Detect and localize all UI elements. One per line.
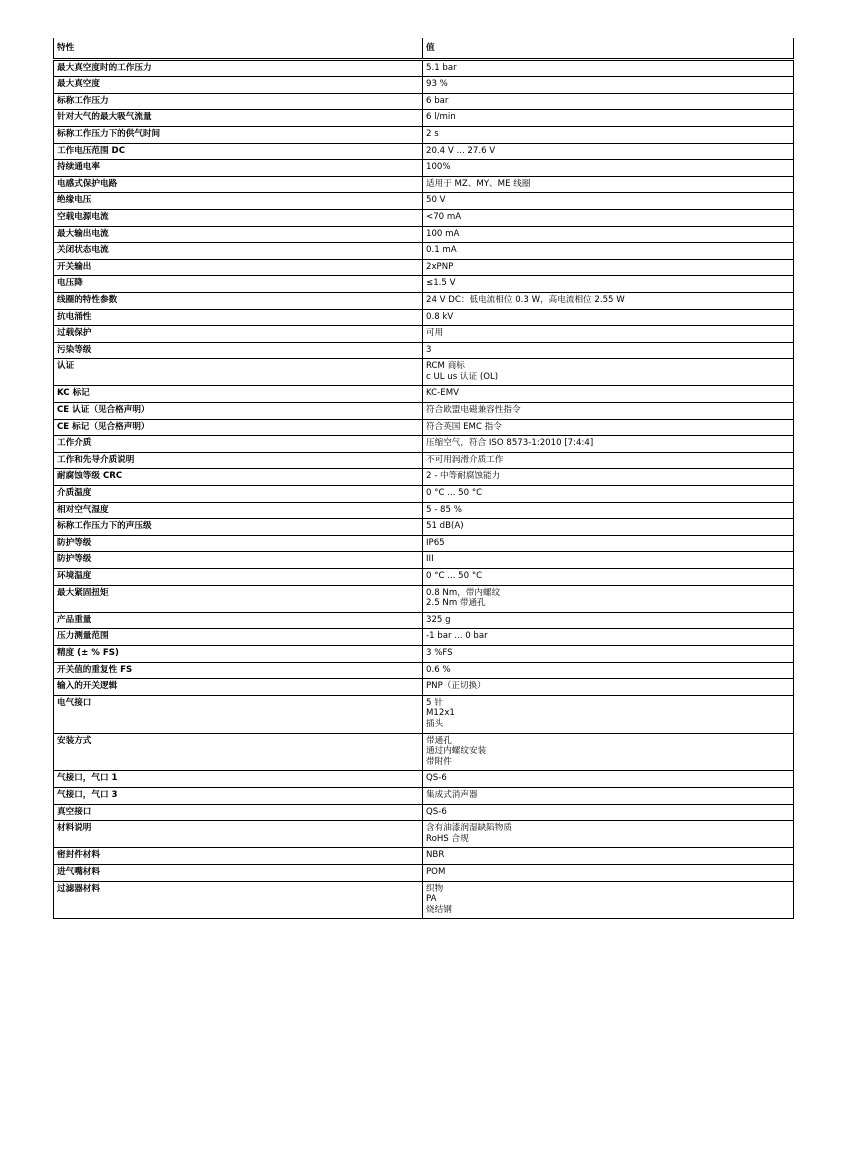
value-cell: 0.1 mA [423,243,794,260]
table-row [54,342,794,359]
value-cell: KC-EMV [423,386,794,403]
property-cell: 相对空气湿度 [54,502,423,519]
table-row [54,629,794,646]
property-cell: 认证 [54,359,423,386]
value-cell: 符合欧盟电磁兼容性指令 [423,403,794,420]
table-row [54,771,794,788]
spec-sheet [53,38,793,919]
value-cell: RCM 商标 c UL us 认证 (OL) [423,359,794,386]
value-cell: 含有油漆润湿缺陷物质 RoHS 合规 [423,821,794,848]
value-cell: 带通孔 通过内螺纹安装 带附件 [423,733,794,771]
property-cell: 标称工作压力 [54,93,423,110]
table-row [54,585,794,612]
value-cell: <70 mA [423,209,794,226]
property-cell: 关闭状态电流 [54,243,423,260]
table-row [54,695,794,733]
table-row [54,226,794,243]
table-row [54,612,794,629]
value-cell: 2 s [423,126,794,143]
value-cell: POM [423,864,794,881]
value-cell: 2 - 中等耐腐蚀能力 [423,469,794,486]
property-cell: 抗电涌性 [54,309,423,326]
value-cell: 6 l/min [423,110,794,127]
table-row [54,176,794,193]
table-row [54,276,794,293]
property-cell: 过滤器材料 [54,881,423,919]
table-body [54,59,794,919]
table-row [54,77,794,94]
property-cell: 开关输出 [54,259,423,276]
value-cell: 24 V DC：低电流相位 0.3 W，高电流相位 2.55 W [423,292,794,309]
table-row [54,243,794,260]
table-row [54,419,794,436]
value-cell: 符合英国 EMC 指令 [423,419,794,436]
property-cell: 材料说明 [54,821,423,848]
property-cell: 防护等级 [54,535,423,552]
property-cell: 开关值的重复性 FS [54,662,423,679]
property-cell: 标称工作压力下的声压级 [54,519,423,536]
value-cell: NBR [423,848,794,865]
property-cell: 绝缘电压 [54,193,423,210]
property-cell: 持续通电率 [54,160,423,177]
value-cell: 不可用润滑介质工作 [423,452,794,469]
table-row [54,160,794,177]
value-cell: 6 bar [423,93,794,110]
table-row [54,535,794,552]
header-value: 值 [423,38,794,59]
property-cell: 进气嘴材料 [54,864,423,881]
table-row [54,848,794,865]
table-row [54,821,794,848]
value-cell: 5 - 85 % [423,502,794,519]
property-cell: 工作介质 [54,436,423,453]
property-cell: 标称工作压力下的供气时间 [54,126,423,143]
table-row [54,452,794,469]
property-cell: 真空接口 [54,804,423,821]
value-cell: 2xPNP [423,259,794,276]
value-cell: IP65 [423,535,794,552]
table-row [54,864,794,881]
property-cell: 空载电源电流 [54,209,423,226]
table-row [54,502,794,519]
value-cell: 5.1 bar [423,59,794,77]
value-cell: 0.8 Nm，带内螺纹 2.5 Nm 带通孔 [423,585,794,612]
table-row [54,259,794,276]
property-cell: CE 认证（见合格声明） [54,403,423,420]
property-cell: 电感式保护电路 [54,176,423,193]
table-row [54,359,794,386]
table-row [54,569,794,586]
value-cell: 压缩空气，符合 ISO 8573-1:2010 [7:4:4] [423,436,794,453]
property-cell: 线圈的特性参数 [54,292,423,309]
value-cell: 适用于 MZ、MY、ME 线圈 [423,176,794,193]
property-cell: 过载保护 [54,326,423,343]
table-row [54,645,794,662]
value-cell: QS-6 [423,804,794,821]
value-cell: 0 °C ... 50 °C [423,486,794,503]
property-cell: 输入的开关逻辑 [54,679,423,696]
value-cell: 织物 PA 烧结钢 [423,881,794,919]
table-row [54,881,794,919]
table-row [54,110,794,127]
value-cell: 3 %FS [423,645,794,662]
table-row [54,403,794,420]
table-row [54,486,794,503]
specification-table [53,38,794,919]
table-row [54,292,794,309]
value-cell: 3 [423,342,794,359]
value-cell: 20.4 V ... 27.6 V [423,143,794,160]
value-cell: 5 针 M12x1 插头 [423,695,794,733]
table-row [54,436,794,453]
property-cell: 密封件材料 [54,848,423,865]
table-row [54,193,794,210]
property-cell: 电气接口 [54,695,423,733]
table-row [54,662,794,679]
property-cell: 环境温度 [54,569,423,586]
value-cell: 325 g [423,612,794,629]
table-row [54,733,794,771]
table-row [54,679,794,696]
table-row [54,209,794,226]
property-cell: 产品重量 [54,612,423,629]
property-cell: 防护等级 [54,552,423,569]
property-cell: 最大真空度 [54,77,423,94]
value-cell: 0.6 % [423,662,794,679]
property-cell: 电压降 [54,276,423,293]
property-cell: 工作电压范围 DC [54,143,423,160]
property-cell: CE 标记（见合格声明） [54,419,423,436]
property-cell: KC 标记 [54,386,423,403]
property-cell: 精度 (± % FS) [54,645,423,662]
table-row [54,309,794,326]
table-row [54,469,794,486]
property-cell: 耐腐蚀等级 CRC [54,469,423,486]
table-row [54,519,794,536]
table-row [54,143,794,160]
table-row [54,787,794,804]
value-cell: 可用 [423,326,794,343]
value-cell: 93 % [423,77,794,94]
value-cell: 0.8 kV [423,309,794,326]
value-cell: -1 bar ... 0 bar [423,629,794,646]
property-cell: 介质温度 [54,486,423,503]
value-cell: PNP（正切换） [423,679,794,696]
table-row [54,59,794,77]
property-cell: 污染等级 [54,342,423,359]
table-row [54,93,794,110]
value-cell: 集成式消声器 [423,787,794,804]
table-row [54,804,794,821]
value-cell: 100 mA [423,226,794,243]
value-cell: 50 V [423,193,794,210]
property-cell: 最大真空度时的工作压力 [54,59,423,77]
table-row [54,386,794,403]
property-cell: 压力测量范围 [54,629,423,646]
table-row [54,552,794,569]
value-cell: QS-6 [423,771,794,788]
table-row [54,126,794,143]
value-cell: III [423,552,794,569]
value-cell: ≤1.5 V [423,276,794,293]
value-cell: 0 °C ... 50 °C [423,569,794,586]
property-cell: 气接口，气口 3 [54,787,423,804]
property-cell: 安装方式 [54,733,423,771]
property-cell: 最大紧固扭矩 [54,585,423,612]
property-cell: 工作和先导介质说明 [54,452,423,469]
header-property: 特性 [54,38,423,59]
table-row [54,326,794,343]
property-cell: 最大输出电流 [54,226,423,243]
property-cell: 针对大气的最大吸气流量 [54,110,423,127]
header-row [54,38,794,59]
table-header [54,38,794,59]
value-cell: 100% [423,160,794,177]
property-cell: 气接口，气口 1 [54,771,423,788]
value-cell: 51 dB(A) [423,519,794,536]
